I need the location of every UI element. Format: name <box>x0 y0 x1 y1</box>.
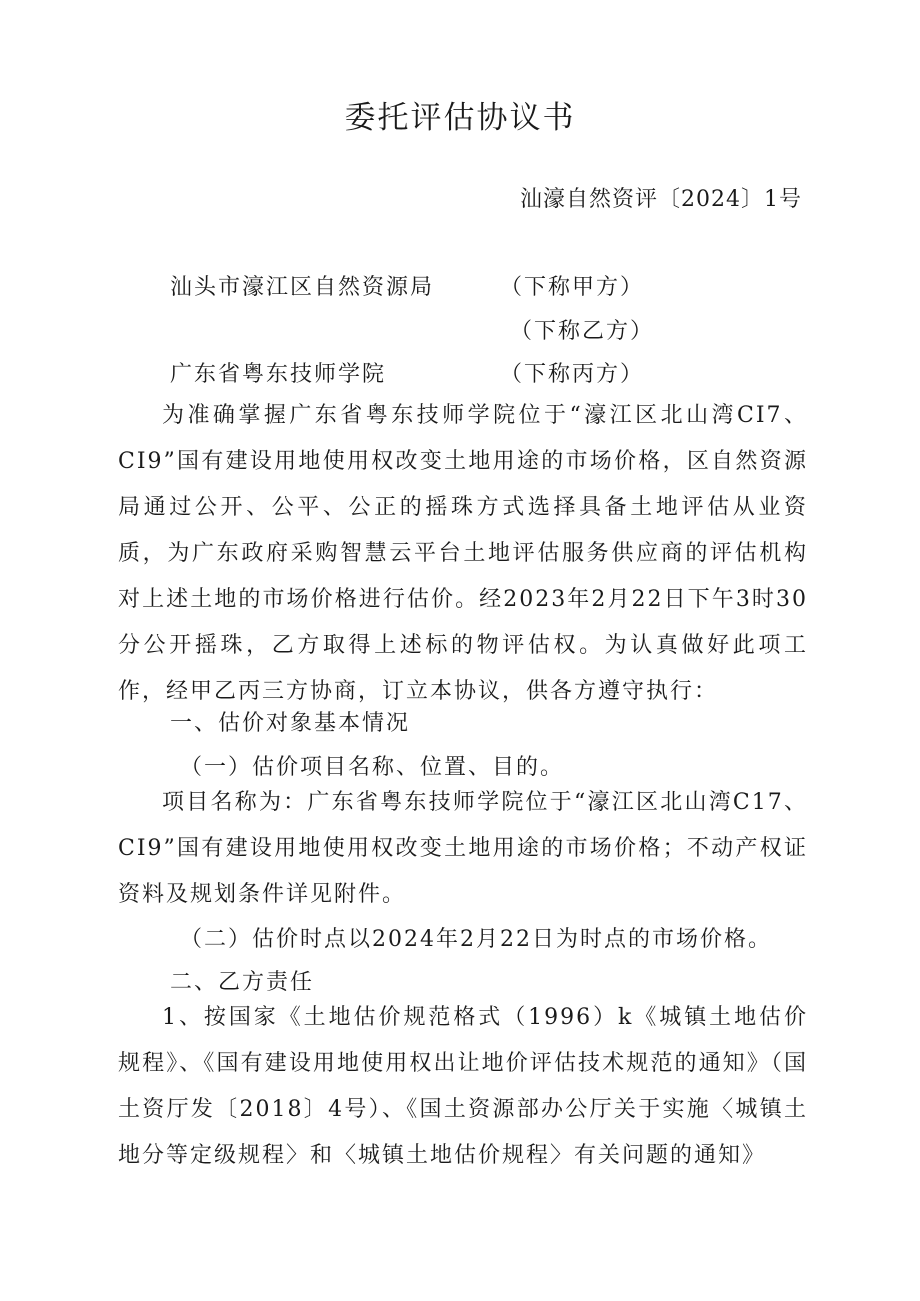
section1-paragraph: 项目名称为：广东省粤东技师学院位于“濠江区北山湾C17、CI9”国有建设用地使用权改变土地用途的市场价格；不动产权证资料及规划条件详见附件。 <box>118 790 808 907</box>
section1-subheading-2: （二）估价时点以2024年2月22日为时点的市场价格。 <box>180 927 772 952</box>
section2-item1-block <box>118 995 808 1179</box>
document-title: 委托评估协议书 <box>344 100 576 136</box>
party-c-name: 广东省粤东技师学院 <box>170 362 387 387</box>
document-number: 汕濠自然资评〔2024〕1号 <box>520 187 802 212</box>
party-a-name: 汕头市濠江区自然资源局 <box>170 275 435 300</box>
party-b-alias: （下称乙方） <box>510 319 655 344</box>
party-a-alias: （下称甲方） <box>500 275 645 300</box>
section2-heading: 二、乙方责任 <box>170 970 315 995</box>
intro-paragraph-block <box>118 393 808 715</box>
intro-paragraph: 为准确掌握广东省粤东技师学院位于“濠江区北山湾CI7、CI9”国有建设用地使用权改变土地用途的市场价格，区自然资源局通过公开、公平、公正的摇珠方式选择具备土地评估从业资质，为广东政府采购智慧云平台土地评估服务供应商的评估机构对上述土地的市场价格进行估价。经2023年2月22日下午3时30分公开摇珠，乙方取得上述标的物评估权。为认真做好此项工作，经甲乙丙三方协商，订立本协议，供各方遵守执行： <box>118 403 808 704</box>
section2-item1: 1、按国家《土地估价规范格式（1996）k《城镇土地估价规程》、《国有建设用地使用权出让地价评估技术规范的通知》（国土资厅发〔2018〕4号）、《国土资源部办公厅关于实施〈城镇土地分等定级规程〉和〈城镇土地估价规程〉有关问题的通知》 <box>118 1005 808 1168</box>
section1-subheading-1: （一）估价项目名称、位置、目的。 <box>180 755 565 780</box>
section1-heading: 一、估价对象基本情况 <box>170 711 411 736</box>
section1-paragraph-block <box>118 780 808 918</box>
party-c-alias: （下称丙方） <box>500 362 645 387</box>
